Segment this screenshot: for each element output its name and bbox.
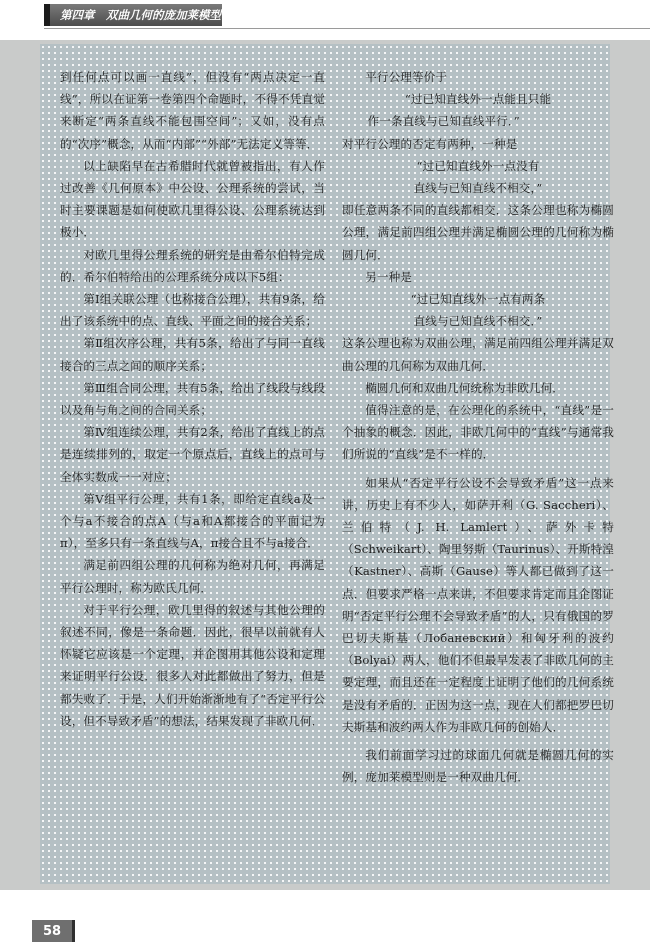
paragraph: 直线与已知直线不相交，”	[413, 181, 543, 196]
chapter-tab	[44, 4, 222, 26]
paragraph: 作一条直线与已知直线平行．”	[367, 114, 520, 129]
header-rule	[44, 28, 650, 29]
page-footer	[0, 890, 650, 950]
paragraph: 第Ⅱ组次序公理，共有5条，给出了与同一直线接合的三点之间的顺序关系；	[60, 336, 325, 373]
paragraph: 对欧几里得公理系统的研究是由希尔伯特完成的．希尔伯特给出的公理系统分成以下5组：	[60, 247, 325, 284]
paragraph: 第Ⅰ组关联公理（也称接合公理），共有9条，给出了该系统中的点、直线、平面之间的接合关系；	[60, 292, 325, 329]
paragraph: 平行公理等价于	[365, 70, 448, 84]
paragraph: 另一种是	[365, 269, 412, 284]
paragraph: 如果从“否定平行公设不会导致矛盾”这一点来讲，历史上有不少人，如萨开利（G. Saccheri）、兰伯特（J. H. Lamlert）、萨外卡特（Schweikart）、陶里努斯（Taurinus）、开斯特湟（Kastner）、高斯（Gause）等人都已做到了这一点．但要求严格一点来讲，不但要求肯定而且企图证明“否定平行公理不会导致矛盾”的人，只有俄国的罗巴切夫斯基（Лобаневский）和匈牙利的波约（Bolyai）两人，他们不但最早发表了非欧几何的主要定理，而且还在一定程度上证明了他们的几何系统是没有矛盾的．正因为这一点，现在人们都把罗巴切夫斯基和波约两人作为非欧几何的创始人．	[342, 475, 614, 734]
paragraph: “过已知直线外一点能且只能	[404, 92, 552, 107]
paragraph: 对平行公理的否定有两种，一种是	[342, 136, 518, 151]
paragraph: 以上缺陷早在古希腊时代就曾被指出，有人作过改善《几何原本》中公设、公理系统的尝试，当时主要课题是如何使欧几里得公设、公理系统达到极小．	[60, 158, 325, 240]
paragraph: 第Ⅴ组平行公理，共有1条，即给定直线a及一个与a不接合的点A（与a和A都接合的平面记为π），至多只有一条直线与A，π接合且不与a接合．	[60, 491, 325, 551]
right-column	[342, 66, 614, 789]
paragraph: 第Ⅲ组合同公理，共有5条，给出了线段与线段以及角与角之间的合同关系；	[60, 380, 325, 418]
paragraph: 这条公理也称为双曲公理，满足前四组公理并满足双曲公理的几何称为双曲几何．	[342, 336, 614, 373]
paragraph: 直线与已知直线不相交．”	[413, 314, 543, 329]
paragraph: 即任意两条不同的直线都相交．这条公理也称为椭圆公理，满足前四组公理并满足椭圆公理的几何称为椭圆几何．	[342, 203, 614, 262]
paragraph: 第Ⅳ组连续公理，共有2条，给出了直线上的点是连续排列的，取定一个原点后，直线上的点可与全体实数成一一对应；	[60, 425, 325, 484]
paragraph: 到任何点可以画一直线”，但没有“两点决定一直线”，所以在证第一卷第四个命题时，不得不凭直觉来断定“两条直线不能包围空间”；又如，没有点的“次序”概念，从而“内部”“外部”无法定义等等．	[60, 70, 325, 151]
page-header	[0, 0, 650, 40]
page-number: 58	[32, 920, 75, 942]
paragraph: 我们前面学习过的球面几何就是椭圆几何的实例，庞加莱模型则是一种双曲几何．	[342, 748, 614, 785]
paragraph: “过已知直线外一点没有	[416, 158, 540, 173]
left-column	[60, 66, 325, 732]
paragraph: 椭圆几何和双曲几何统称为非欧几何．	[365, 380, 564, 395]
paragraph: “过已知直线外一点有两条	[410, 292, 546, 307]
paragraph: 值得注意的是，在公理化的系统中，“直线”是一个抽象的概念．因此，非欧几何中的“直线”与通常我们所说的“直线”是不一样的．	[342, 403, 614, 462]
paragraph: 满足前四组公理的几何称为绝对几何，再满足平行公理时，称为欧氏几何．	[60, 558, 325, 595]
chapter-title: 第四章 双曲几何的庞加莱模型	[60, 8, 221, 22]
paragraph: 对于平行公理，欧几里得的叙述与其他公理的叙述不同，像是一条命题．因此，很早以前就有人怀疑它应该是一个定理，并企图用其他公设和定理来证明平行公设．很多人对此都做出了努力，但是都失败了．于是，人们开始渐渐地有了“否定平行公设，但不导致矛盾”的想法，结果发现了非欧几何．	[60, 602, 325, 728]
